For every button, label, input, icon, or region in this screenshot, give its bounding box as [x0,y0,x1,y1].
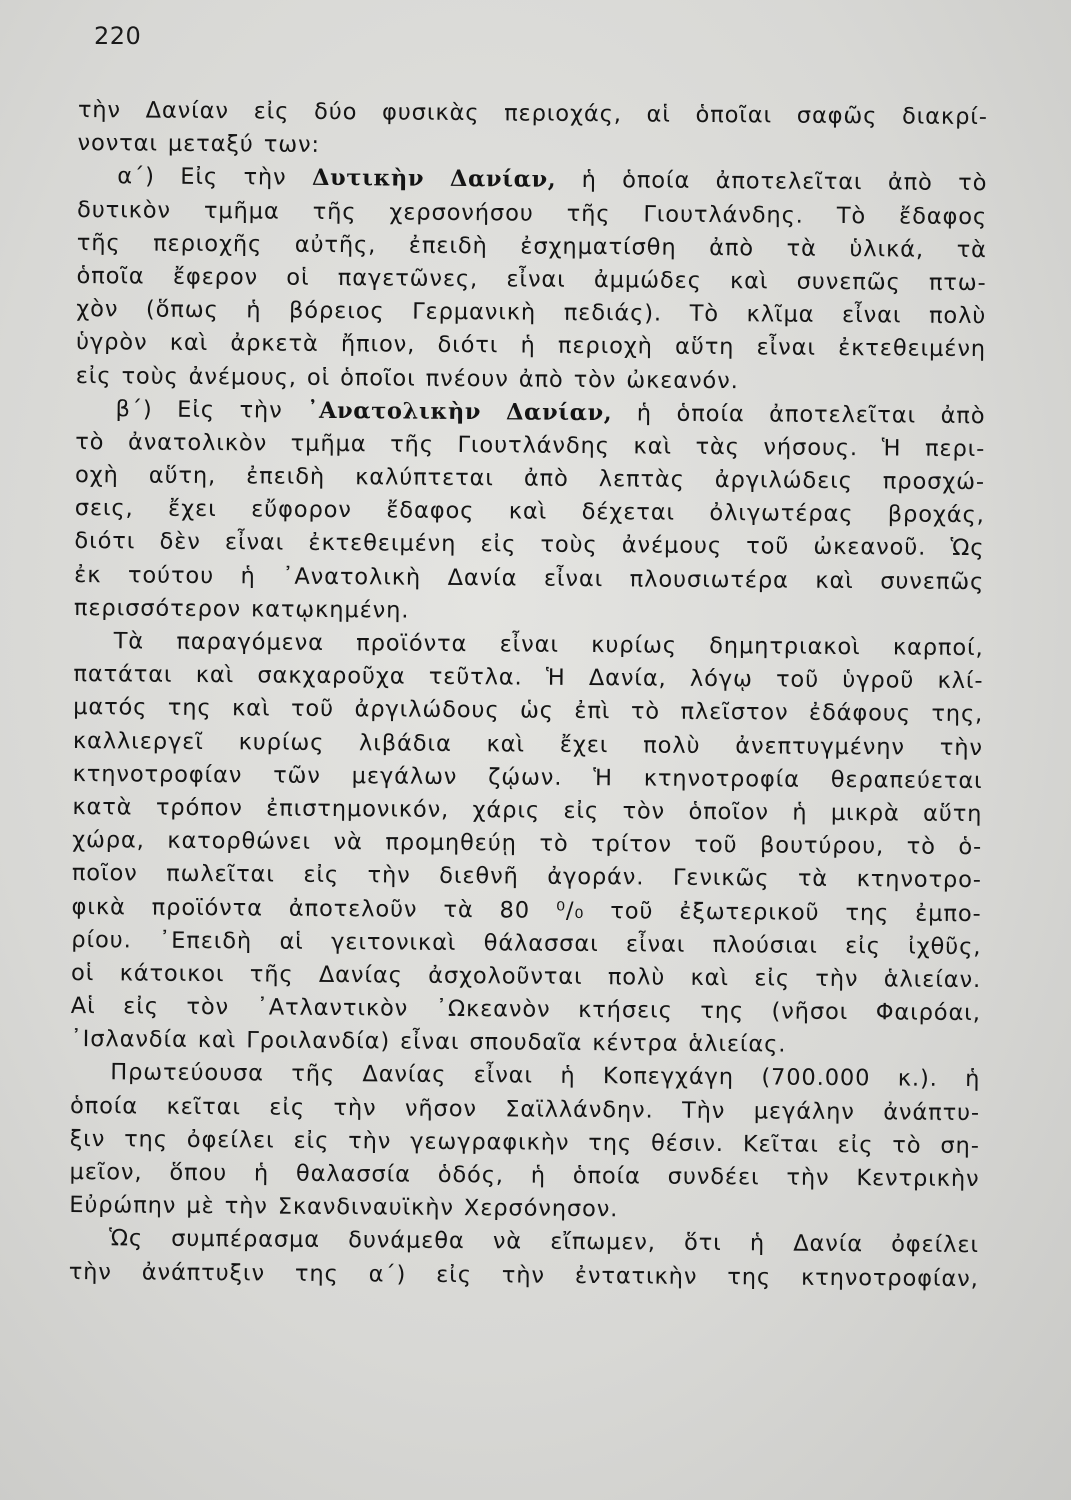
text-line: περισσότερον κατῳκημένη. [73,594,410,624]
text-line: εἰς τοὺς ἀνέμους, οἱ ὁποῖοι πνέουν ἀπὸ τὸν ὠκεανόν. [75,362,739,394]
text-line: τῆς περιοχῆς αὐτῆς, ἐπειδὴ ἐσχηματίσθη ἀπὸ τὰ ὑλικά, τὰ [76,229,987,263]
text-line: πατάται καὶ σακχαροῦχα τεῦτλα. Ἡ Δανία, λόγῳ τοῦ ὑγροῦ κλί- [73,661,984,695]
text-line: τὸ ἀνατολικὸν τμῆμα τῆς Γιουτλάνδης καὶ τὰς νήσους. Ἡ περι- [75,428,986,463]
text-line: Τὰ παραγόμενα προϊόντα εἶναι κυρίως δημητριακοὶ καρποί, [113,628,984,662]
text-line: νονται μεταξύ των: [77,130,321,159]
enumeration-a: α΄) Εἰς τὴν [117,163,287,192]
text-line: ὁποῖα ἔφερον οἱ παγετῶνες, εἶναι ἀμμώδες καὶ συνεπῶς πτω- [76,262,987,297]
text-line: σεις, ἔχει εὔφορον ἔδαφος καὶ δέχεται ὀλιγωτέρας βροχάς, [74,495,985,529]
text-line: χώρα, κατορθώνει νὰ προμηθεύῃ τὸ τρίτον τοῦ βουτύρου, τὸ ὁ- [72,827,983,861]
text-line: ξιν της ὀφείλει εἰς τὴν γεωγραφικὴν της θέσιν. Κεῖται εἰς τὸ ση- [69,1125,980,1159]
text-line: Πρωτεύουσα τῆς Δανίας εἶναι ἡ Κοπεγχάγη (700.000 κ.). ἡ [110,1059,981,1093]
text-line: ὑγρὸν καὶ ἀρκετὰ ἤπιον, διότι ἡ περιοχὴ αὕτη εἶναι ἐκτεθειμένη [75,329,987,363]
text-line: καλλιεργεῖ κυρίως λιβάδια καὶ ἔχει πολὺ ἀνεπτυγμένην τὴν [72,727,983,761]
text-line: κατὰ τρόπον ἐπιστημονικόν, χάρις εἰς τὸν ὁποῖον ἡ μικρὰ αὕτη [72,793,983,828]
text-line: Ὡς συμπέρασμα δυνάμεθα νὰ εἴπωμεν, ὅτι ἡ Δανία ὀφείλει [108,1225,980,1259]
text-line: μεῖον, ὅπου ἡ θαλασσία ὁδός, ἡ ὁποία συνδέει τὴν Κεντρικὴν [69,1158,980,1193]
text-line: οἱ κάτοικοι τῆς Δανίας ἀσχολοῦνται πολὺ καὶ εἰς τὴν ἁλιείαν. [70,959,982,993]
text-line: ᾿Ισλανδία καὶ Γροιλανδία) εἶναι σπουδαῖα κέντρα ἁλιείας. [70,1026,787,1058]
text-line: Εὐρώπην μὲ τὴν Σκανδιναυϊκὴν Χερσόνησον. [69,1192,619,1223]
text-line: Αἱ εἰς τὸν ᾿Ατλαντικὸν ᾿Ωκεανὸν κτήσεις της (νῆσοι Φαιρόαι, [70,993,981,1027]
text-fragment: ἡ ὁποία ἀποτελεῖται ἀπὸ τὸ [581,167,988,197]
enumeration-b: β΄) Εἰς τὴν [115,395,283,424]
text-line: φικὰ προϊόντα ἀποτελοῦν τὰ 80 ⁰/₀ τοῦ ἐξωτερικοῦ της ἐμπο- [71,893,982,927]
text-line: τὴν Δανίαν εἰς δύο φυσικὰς περιοχάς, αἱ ὁποῖαι σαφῶς διακρί- [77,96,988,131]
text-line: κτηνοτροφίαν τῶν μεγάλων ζῴων. Ἡ κτηνοτροφία θεραπεύεται [72,760,983,794]
text-line: ματός της καὶ τοῦ ἀργιλώδους ὡς ἐπὶ τὸ πλεῖστον ἐδάφους της, [73,694,984,728]
term-eastern-denmark: ᾿Ανατολικὴν Δανίαν, [307,397,613,426]
text-line: ἐκ τούτου ἡ ᾿Ανατολικὴ Δανία εἶναι πλουσιωτέρα καὶ συνεπῶς [74,561,985,595]
text-line: δυτικὸν τμῆμα τῆς χερσονήσου τῆς Γιουτλάνδης. Τὸ ἔδαφος [76,196,988,230]
text-line: χὸν (ὅπως ἡ βόρειος Γερμανικὴ πεδιάς). Τὸ κλῖμα εἶναι πολὺ [76,296,987,330]
text-line: ὁποία κεῖται εἰς τὴν νῆσον Σαϊλλάνδην. Τὴν μεγάλην ἀνάπτυ- [69,1092,981,1126]
page-number: 220 [94,22,142,50]
text-line: οχὴ αὕτη, ἐπειδὴ καλύπτεται ἀπὸ λεπτὰς ἀργιλώδεις προσχώ- [74,462,986,496]
text-line: διότι δὲν εἶναι ἐκτεθειμένη εἰς τοὺς ἀνέμους τοῦ ὠκεανοῦ. Ὡς [74,528,985,562]
body-text [69,94,988,1296]
text-line: ρίου. ᾿Επειδὴ αἱ γειτονικαὶ θάλασσαι εἶναι πλούσιαι εἰς ἰχθῦς, [71,926,982,960]
text-line: ποῖον πωλεῖται εἰς τὴν διεθνῆ ἀγοράν. Γενικῶς τὰ κτηνοτρο- [71,860,982,894]
text-fragment: ἡ ὁποία ἀποτελεῖται ἀπὸ [636,400,986,429]
text-line: τὴν ἀνάπτυξιν της α΄) εἰς τὴν ἐντατικὴν της κτηνοτροφίαν, [68,1258,979,1292]
term-western-denmark: Δυτικὴν Δανίαν, [311,165,557,194]
